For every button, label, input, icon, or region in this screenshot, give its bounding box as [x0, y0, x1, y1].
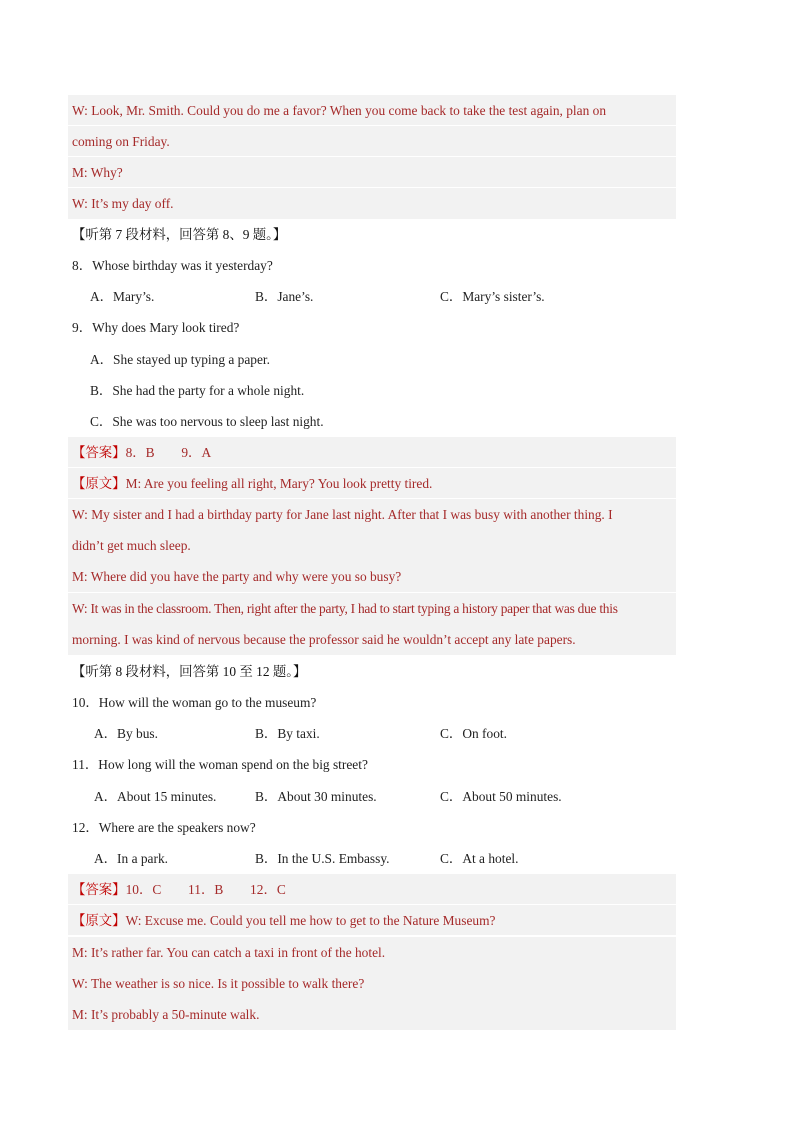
transcript-line: M: It’s rather far. You can catch a taxi in front of the hotel. [68, 937, 676, 968]
option-b: B．In the U.S. Embassy. [255, 851, 390, 866]
answer-text: 10．C 11．B 12．C [125, 882, 286, 897]
option-row [68, 843, 676, 874]
option-b: B．By taxi. [255, 726, 320, 741]
question-stem: 10．How will the woman go to the museum? [72, 695, 317, 710]
transcript-line: didn’t get much sleep. [68, 530, 676, 561]
section-heading: 【听第 7 段材料，回答第 8、9 题。】 [72, 227, 287, 242]
option-a: A．About 15 minutes. [94, 789, 217, 804]
option-a: A．In a park. [94, 851, 168, 866]
option-row [68, 281, 676, 312]
question-stem: 9．Why does Mary look tired? [72, 320, 240, 335]
option-c: C．On foot. [440, 726, 507, 741]
option-b: B．Jane’s. [255, 289, 314, 304]
answer-line [68, 874, 676, 905]
answer-text: 8．B 9．A [125, 445, 212, 460]
section-heading: 【听第 8 段材料，回答第 10 至 12 题。】 [72, 664, 307, 679]
transcript-line: W: Look, Mr. Smith. Could you do me a favor? When you come back to take the test again, plan on [68, 95, 676, 126]
transcript-line: W: My sister and I had a birthday party for Jane last night. After that I was busy with another thing. I [68, 499, 676, 530]
question-stem: 11．How long will the woman spend on the big street? [72, 757, 368, 772]
option-c: C．She was too nervous to sleep last night. [90, 414, 324, 429]
transcript-line: M: Where did you have the party and why were you so busy? [68, 561, 676, 592]
transcript-line: W: The weather is so nice. Is it possible to walk there? [68, 968, 676, 999]
transcript-line: W: It was in the classroom. Then, right after the party, I had to start typing a history paper that was due this [68, 593, 676, 624]
question-stem: 12．Where are the speakers now? [72, 820, 256, 835]
option-b: B．About 30 minutes. [255, 789, 377, 804]
transcript-line: W: It’s my day off. [68, 188, 676, 219]
answer-line [68, 437, 676, 468]
transcript-text: W: Excuse me. Could you tell me how to get to the Nature Museum? [125, 913, 496, 928]
original-tag: 【原文】 [72, 913, 126, 928]
option-a: A．By bus. [94, 726, 158, 741]
answer-tag: 【答案】 [72, 882, 126, 897]
original-tag: 【原文】 [72, 476, 126, 491]
original-line [68, 905, 676, 936]
transcript-text: M: Are you feeling all right, Mary? You look pretty tired. [125, 476, 433, 491]
option-row [68, 718, 676, 749]
transcript-line: M: It’s probably a 50-minute walk. [68, 999, 676, 1030]
option-a: A．Mary’s. [90, 289, 155, 304]
option-row [68, 781, 676, 812]
option-row [68, 375, 676, 406]
answer-tag: 【答案】 [72, 445, 126, 460]
option-c: C．About 50 minutes. [440, 789, 562, 804]
option-a: A．She stayed up typing a paper. [90, 352, 270, 367]
transcript-line: coming on Friday. [68, 126, 676, 157]
transcript-line: M: Why? [68, 157, 676, 188]
transcript-line: morning. I was kind of nervous because the professor said he wouldn’t accept any late papers. [68, 624, 676, 655]
option-row [68, 344, 676, 375]
option-c: C．At a hotel. [440, 851, 519, 866]
option-c: C．Mary’s sister’s. [440, 289, 545, 304]
option-row [68, 406, 676, 437]
original-line [68, 468, 676, 499]
option-b: B．She had the party for a whole night. [90, 383, 305, 398]
question-stem: 8．Whose birthday was it yesterday? [72, 258, 273, 273]
